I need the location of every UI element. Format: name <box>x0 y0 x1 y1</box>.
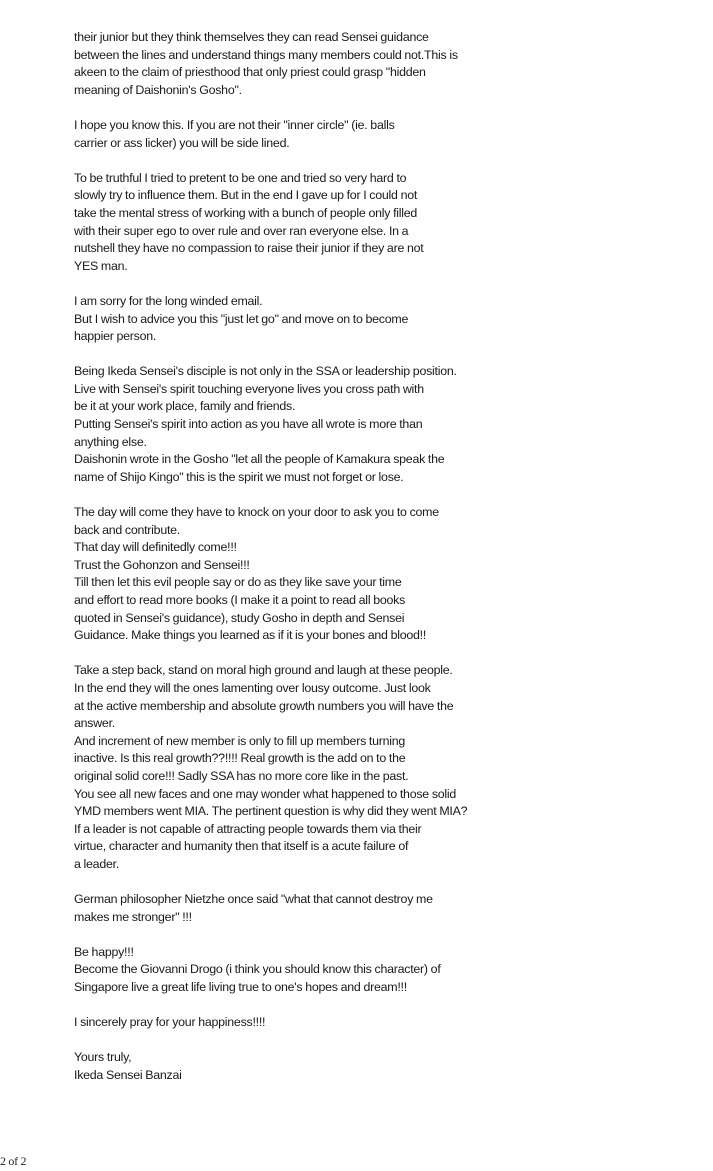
paragraph <box>74 1014 544 1032</box>
text-line: back and contribute. <box>74 522 180 537</box>
text-line: with their super ego to over rule and over ran everyone else. In a <box>74 223 409 238</box>
letter-body <box>74 29 544 1102</box>
text-line: virtue, character and humanity then that itself is a acute failure of <box>74 839 409 854</box>
paragraph <box>74 363 544 486</box>
text-line: their junior but they think themselves they can read Sensei guidance <box>74 30 429 44</box>
text-line: I hope you know this. If you are not their "inner circle" (ie. balls <box>74 117 395 132</box>
text-line: YES man. <box>74 258 128 273</box>
text-line: Being Ikeda Sensei's disciple is not only in the SSA or leadership position. <box>74 364 457 379</box>
sign-off <box>74 1049 544 1084</box>
text-line: slowly try to influence them. But in the end I gave up for I could not <box>74 188 418 203</box>
paragraph <box>74 170 544 276</box>
text-line: If a leader is not capable of attracting people towards them via their <box>74 821 422 836</box>
text-line: Guidance. Make things you learned as if it is your bones and blood!! <box>74 628 427 643</box>
text-line: be it at your work place, family and friends. <box>74 399 296 414</box>
text-line: Yours truly, <box>74 1050 132 1065</box>
text-line: You see all new faces and one may wonder what happened to those solid <box>74 786 457 801</box>
text-line: Daishonin wrote in the Gosho "let all the people of Kamakura speak the <box>74 452 445 467</box>
paragraph <box>74 117 544 152</box>
paragraph <box>74 944 544 997</box>
text-line: name of Shijo Kingo" this is the spirit we must not forget or lose. <box>74 469 404 484</box>
text-line: and effort to read more books (I make it a point to read all books <box>74 593 406 607</box>
paragraph <box>74 29 544 99</box>
text-line: But I wish to advice you this "just let go" and move on to become <box>74 311 409 326</box>
text-line: That day will definitedly come!!! <box>74 540 237 555</box>
text-line: To be truthful I tried to pretent to be one and tried so very hard to <box>74 170 407 185</box>
text-line: a leader. <box>74 856 119 871</box>
paragraph <box>74 891 544 926</box>
text-line: I am sorry for the long winded email. <box>74 293 263 308</box>
text-line: I sincerely pray for your happiness!!!! <box>74 1015 266 1030</box>
text-line: And increment of new member is only to fill up members turning <box>74 733 406 748</box>
text-line: inactive. Is this real growth??!!!! Real growth is the add on to the <box>74 751 406 766</box>
paragraph <box>74 662 544 873</box>
text-line: carrier or ass licker) you will be side lined. <box>74 135 290 150</box>
paragraph <box>74 504 544 645</box>
text-line: Singapore live a great life living true to one's hopes and dream!!! <box>74 980 407 995</box>
text-line: nutshell they have no compassion to raise their junior if they are not <box>74 241 424 256</box>
text-line: The day will come they have to knock on your door to ask you to come <box>74 505 439 520</box>
text-line: original solid core!!! Sadly SSA has no more core like in the past. <box>74 768 409 783</box>
text-line: Become the Giovanni Drogo (i think you should know this character) of <box>74 962 441 977</box>
signature-line: Ikeda Sensei Banzai <box>74 1068 182 1083</box>
text-line: meaning of Daishonin's Gosho". <box>74 82 242 97</box>
text-line: answer. <box>74 716 115 731</box>
text-line: Live with Sensei's spirit touching everyone lives you cross path with <box>74 381 424 396</box>
text-line: Take a step back, stand on moral high ground and laugh at these people. <box>74 663 453 678</box>
text-line: makes me stronger" !!! <box>74 909 192 924</box>
text-line: German philosopher Nietzhe once said "what that cannot destroy me <box>74 892 433 907</box>
text-line: at the active membership and absolute growth numbers you will have the <box>74 698 454 713</box>
text-line: In the end they will the ones lamenting over lousy outcome. Just look <box>74 680 431 695</box>
text-line: akeen to the claim of priesthood that only priest could grasp "hidden <box>74 65 426 80</box>
paragraph <box>74 293 544 346</box>
text-line: take the mental stress of working with a bunch of people only filled <box>74 205 418 220</box>
text-line: anything else. <box>74 434 147 449</box>
text-line: quoted in Sensei's guidance), study Gosho in depth and Sensei <box>74 610 405 625</box>
text-line: Be happy!!! <box>74 944 134 959</box>
text-line: between the lines and understand things many members could not.This is <box>74 47 458 62</box>
text-line: Putting Sensei's spirit into action as you have all wrote is more than <box>74 417 423 432</box>
text-line: happier person. <box>74 329 157 344</box>
text-line: Trust the Gohonzon and Sensei!!! <box>74 557 250 572</box>
text-line: YMD members went MIA. The pertinent question is why did they went MIA? <box>74 804 468 819</box>
page-number: 2 of 2 <box>0 1154 27 1168</box>
text-line: Till then let this evil people say or do as they like save your time <box>74 575 402 590</box>
